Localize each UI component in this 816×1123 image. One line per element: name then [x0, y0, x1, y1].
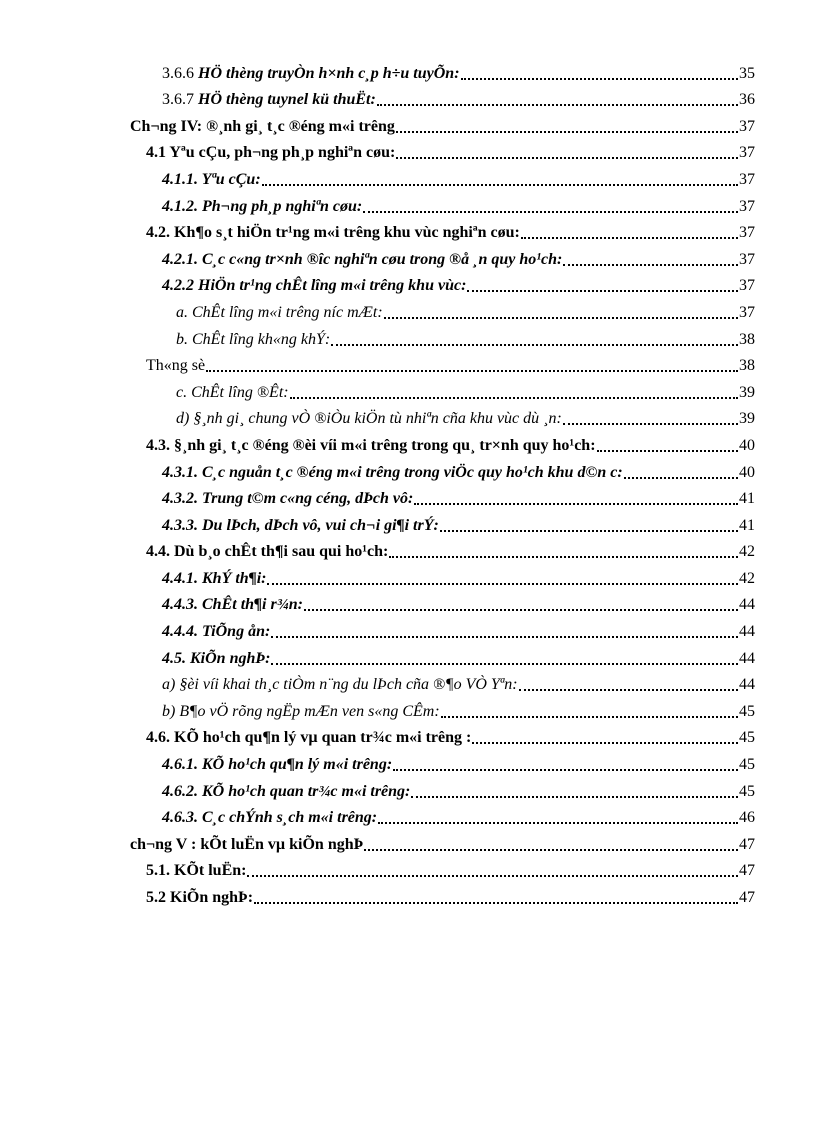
toc-dot-leader — [461, 78, 738, 80]
toc-dot-leader — [254, 902, 738, 904]
toc-page-number: 36 — [739, 91, 755, 109]
toc-entry[interactable] — [0, 750, 755, 777]
toc-entry[interactable] — [0, 405, 755, 432]
toc-dot-leader — [396, 157, 738, 159]
toc-page-number: 37 — [739, 117, 755, 135]
toc-entry-title: d) §¸nh gi¸ chung vÒ ®iÒu kiÖn tù nhiªn cña khu vùc dù ¸n: — [176, 410, 562, 428]
toc-entry-title: 4.1 Yªu cÇu, ph¬ng ph¸p nghiªn cøu: — [146, 144, 396, 162]
toc-dot-leader — [271, 636, 738, 638]
toc-entry[interactable] — [0, 591, 755, 618]
toc-entry-title: 5.2 KiÕn nghÞ: — [146, 889, 254, 906]
toc-entry-title: b) B¶o vÖ rõng ngËp mÆn ven s«ng CÊm: — [162, 702, 440, 720]
toc-dot-leader — [441, 716, 738, 718]
toc-entry[interactable] — [0, 165, 755, 192]
toc-dot-leader — [396, 131, 738, 133]
toc-entry-title: 4.1.1. Yªu cÇu: — [162, 170, 261, 188]
toc-entry-title: Ch¬ng IV: ®¸nh gi¸ t¸c ®éng m«i trêng — [130, 117, 395, 135]
toc-page-number: 44 — [739, 623, 755, 641]
toc-dot-leader — [624, 477, 738, 479]
toc-entry[interactable] — [0, 538, 755, 565]
toc-entry[interactable] — [0, 564, 755, 591]
toc-dot-leader — [267, 583, 738, 585]
toc-entry[interactable] — [0, 830, 755, 857]
toc-page-number: 38 — [739, 357, 755, 375]
toc-entry[interactable] — [0, 245, 755, 272]
toc-page-number: 41 — [739, 490, 755, 508]
toc-dot-leader — [389, 556, 738, 558]
toc-entry[interactable] — [0, 777, 755, 804]
toc-dot-leader — [247, 875, 738, 877]
toc-dot-leader — [472, 742, 738, 744]
toc-dot-leader — [377, 104, 738, 106]
toc-entry-title: ch¬ng V : kÕt luËn vµ kiÕn nghÞ — [130, 835, 364, 853]
toc-entry-title: 4.3.1. C¸c nguån t¸c ®éng m«i trêng trong viÖc quy ho¹ch khu d©n c: — [162, 463, 623, 481]
toc-entry[interactable] — [0, 485, 755, 512]
toc-dot-leader — [563, 423, 738, 425]
toc-entry-title: 4.4. Dù b¸o chÊt th¶i sau qui ho¹ch: — [146, 543, 389, 561]
toc-dot-leader — [271, 663, 738, 665]
toc-dot-leader — [304, 609, 738, 611]
toc-dot-leader — [414, 503, 738, 505]
toc-entry-title: a. ChÊt lîng m«i trêng níc mÆt: — [176, 303, 383, 321]
toc-dot-leader — [467, 290, 738, 292]
toc-entry[interactable] — [0, 431, 755, 458]
toc-entry[interactable] — [0, 59, 755, 86]
toc-entry-title: 4.3.3. Du lÞch, dÞch vô, vui ch¬i gi¶i trÝ: — [162, 516, 439, 534]
toc-entry[interactable] — [0, 458, 755, 485]
toc-entry-title: b. ChÊt lîng kh«ng khÝ: — [176, 330, 331, 348]
toc-entry[interactable] — [0, 192, 755, 219]
toc-page-number: 37 — [739, 144, 755, 162]
toc-dot-leader — [206, 370, 738, 372]
toc-entry-title: 5.1. KÕt luËn: — [146, 862, 247, 880]
toc-page-number: 37 — [739, 197, 755, 215]
toc-entry-title: 4.6.3. C¸c chÝnh s¸ch m«i trêng: — [162, 809, 378, 827]
toc-entry[interactable] — [0, 697, 755, 724]
toc-entry[interactable] — [0, 724, 755, 751]
toc-entry[interactable] — [0, 617, 755, 644]
toc-entry[interactable] — [0, 352, 755, 379]
toc-entry-title: 3.6.7 HÖ thèng tuynel kü thuËt: — [162, 91, 376, 109]
toc-dot-leader — [384, 317, 738, 319]
toc-entry-title: 4.2.2 HiÖn tr¹ng chÊt lîng m«i trêng khu vùc: — [162, 277, 467, 295]
toc-entry-title: 4.6.2. KÕ ho¹ch quan tr¾c m«i trêng: — [162, 782, 411, 800]
toc-entry[interactable] — [0, 883, 755, 910]
toc-dot-leader — [364, 849, 738, 851]
toc-dot-leader — [331, 344, 738, 346]
toc-entry-title: Th«ng sè — [146, 357, 206, 375]
toc-page-number: 42 — [739, 543, 755, 561]
toc-entry-title: c. ChÊt lîng ®Êt: — [176, 383, 289, 401]
toc-page-number: 46 — [739, 809, 755, 827]
toc-page-number: 40 — [739, 436, 755, 454]
toc-entry-title: 4.3.2. Trung t©m c«ng céng, dÞch vô: — [162, 490, 414, 508]
toc-entry-title: 4.4.1. KhÝ th¶i: — [162, 569, 267, 587]
toc-dot-leader — [440, 530, 738, 532]
toc-entry[interactable] — [0, 857, 755, 884]
toc-page-number: 39 — [739, 410, 755, 428]
toc-entry-title: 4.1.2. Ph¬ng ph¸p nghiªn cøu: — [162, 197, 363, 215]
toc-entry[interactable] — [0, 671, 755, 698]
toc-entry-title: 4.4.4. TiÕng ån: — [162, 623, 271, 641]
toc-page-number: 40 — [739, 463, 755, 481]
toc-page-number: 37 — [739, 170, 755, 188]
toc-page-number: 38 — [739, 330, 755, 348]
toc-entry[interactable] — [0, 272, 755, 299]
toc-page-number: 35 — [739, 64, 755, 82]
toc-dot-leader — [262, 184, 738, 186]
toc-dot-leader — [521, 237, 738, 239]
toc-entry[interactable] — [0, 644, 755, 671]
toc-entry-title: 4.5. KiÕn nghÞ: — [162, 649, 271, 667]
toc-page-number: 42 — [739, 569, 755, 587]
toc-entry-title: 4.2. Kh¶o s¸t hiÖn tr¹ng m«i trêng khu vùc nghiªn cøu: — [146, 224, 520, 242]
toc-dot-leader — [290, 397, 738, 399]
toc-entry[interactable] — [0, 378, 755, 405]
toc-page-number: 45 — [739, 756, 755, 774]
toc-entry-title: 4.6.1. KÕ ho¹ch qu¶n lý m«i trêng: — [162, 756, 393, 774]
toc-dot-leader — [563, 264, 738, 266]
toc-dot-leader — [363, 211, 738, 213]
toc-page-number: 45 — [739, 702, 755, 720]
toc-dot-leader — [393, 769, 738, 771]
toc-entry-title: 3.6.6 HÖ thèng truyÒn h×nh c¸p h÷u tuyÕn: — [162, 64, 460, 82]
toc-entry-title: 4.2.1. C¸c c«ng tr×nh ®îc nghiªn cøu trong ®å ¸n quy ho¹ch: — [162, 250, 563, 268]
toc-page-number: 47 — [739, 835, 755, 853]
toc-page-number: 45 — [739, 782, 755, 800]
toc-entry[interactable] — [0, 511, 755, 538]
toc-page-number: 47 — [739, 889, 755, 906]
toc-dot-leader — [378, 822, 738, 824]
toc-entry[interactable] — [0, 804, 755, 831]
toc-page-number: 37 — [739, 303, 755, 321]
toc-entry[interactable] — [0, 139, 755, 166]
toc-page-number: 44 — [739, 676, 755, 694]
toc-entry-title: a) §èi víi khai th¸c tiÒm n¨ng du lÞch cña ®¶o VÒ Yªn: — [162, 676, 518, 694]
toc-page-number: 37 — [739, 277, 755, 295]
toc-dot-leader — [597, 450, 738, 452]
toc-entry[interactable] — [0, 219, 755, 246]
toc-entry[interactable] — [0, 112, 755, 139]
toc-page-number: 47 — [739, 862, 755, 880]
toc-page-number: 37 — [739, 224, 755, 242]
toc-dot-leader — [519, 689, 738, 691]
toc-page-number: 37 — [739, 250, 755, 268]
table-of-contents — [0, 59, 816, 910]
toc-entry-title: 4.3. §¸nh gi¸ t¸c ®éng ®èi víi m«i trêng trong qu¸ tr×nh quy ho¹ch: — [146, 436, 596, 454]
toc-page-number: 41 — [739, 516, 755, 534]
toc-entry-title: 4.6. KÕ ho¹ch qu¶n lý vµ quan tr¾c m«i trêng : — [146, 729, 472, 747]
toc-page-number: 44 — [739, 649, 755, 667]
toc-page-number: 44 — [739, 596, 755, 614]
toc-page-number: 45 — [739, 729, 755, 747]
toc-entry[interactable] — [0, 298, 755, 325]
toc-entry[interactable] — [0, 325, 755, 352]
toc-entry[interactable] — [0, 86, 755, 113]
toc-entry-title: 4.4.3. ChÊt th¶i r¾n: — [162, 596, 303, 614]
toc-dot-leader — [411, 796, 738, 798]
toc-page-number: 39 — [739, 383, 755, 401]
